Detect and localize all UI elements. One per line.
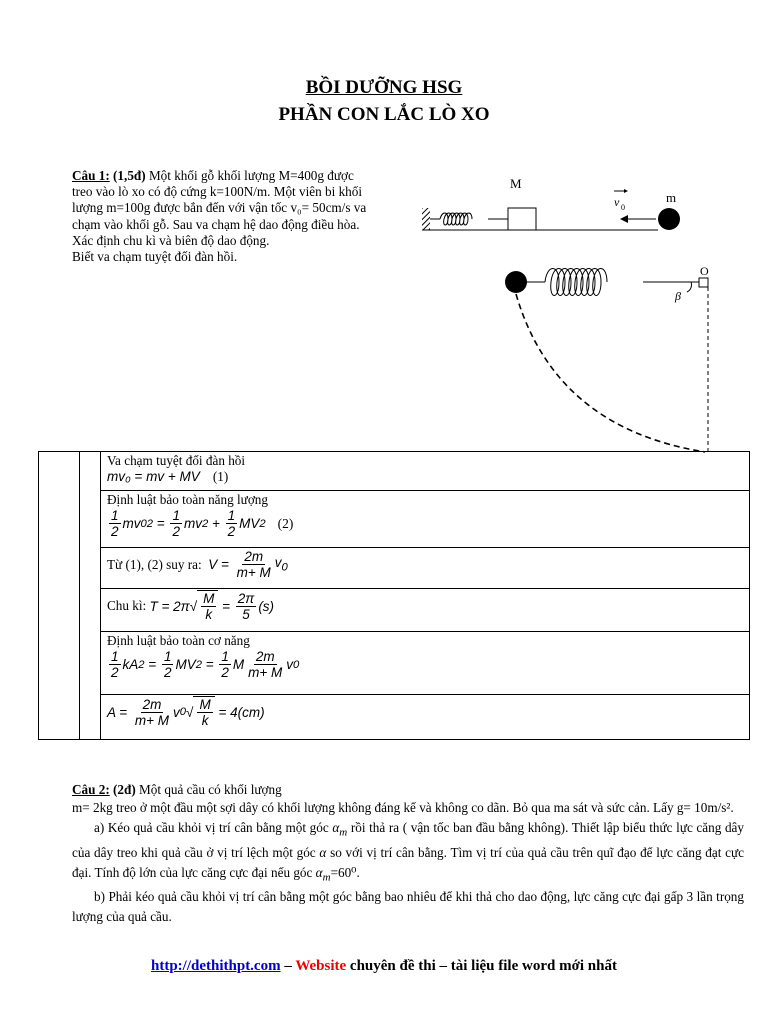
wall — [422, 208, 430, 230]
question-2-points: (2đ) — [113, 782, 136, 797]
table-row: Từ (1), (2) suy ra: V = $\frac{2m}{m+ M}$ $v_0$ — [39, 548, 750, 589]
trajectory-arc — [516, 294, 705, 452]
table-row: Chu kì: T = 2π √ $\frac{M}{k}$ = $\frac{2\pi}{5}$ (s) — [39, 589, 750, 632]
website-link[interactable]: http://dethithpt.com — [151, 958, 281, 974]
table-row: Định luật bảo toàn năng lượng $\frac{1}{2}$ mv 0 2 = $\frac{1}{2}$ mv 2 + $\frac{1}{2}$ MV 2 (2) — [39, 491, 750, 548]
label-beta: β — [675, 289, 681, 303]
table-row: A = $\frac{2m}{m+ M}$ v 0 √ $\frac{M}{k}$ = 4(cm) — [39, 695, 750, 740]
table-row: Va chạm tuyệt đối đàn hồi mv₀ = mv + MV (1) — [39, 452, 750, 491]
question-2-label: Câu 2: — [72, 782, 110, 797]
question-1: Câu 1: (1,5đ) Một khối gỗ khối lượng M=400g được treo vào lò xo có độ cứng k=100N/m. Một viên bi khối lượng m=100g được bắn đến với vận tốc v₀= 50cm/s va chạm vào khối gỗ. Sau va chạm hệ dao động điều hòa. Xác định chu kì và biên độ dao động. Biết va chạm tuyệt đối đàn hồi. — [72, 168, 367, 265]
question-1-points: (1,5đ) — [113, 168, 146, 183]
svg-text:0: 0 — [621, 203, 625, 212]
pendulum-spring — [545, 269, 607, 296]
solution-table — [38, 451, 750, 740]
pivot-O — [699, 278, 708, 287]
question-2: Câu 2: (2đ) Một quả cầu có khối lượng m= 2kg treo ở một đầu một sợi dây có khối lượng không đáng kể và không co dãn. Bỏ qua ma sát và sức cản. Lấy g= 10m/s². a) Kéo quả cầu khỏi vị trí cân bằng một góc $\alpha_m$ rồi thả ra ( vận tốc ban đầu bằng không). Thiết lập biểu thức lực căng dây của dây treo khi quả cầu ở vị trí lệch một góc α so với vị trí cân bằng. Tìm vị trí của quả cầu trên quĩ đạo để lực căng đạt cực đại. Tính độ lớn của lực căng cực đại nếu góc $\alpha_m=60^0$. b) Phải kéo quả cầu khỏi vị trí cân bằng một góc bằng bao nhiêu để khi thả cho dao động, lực căng cực đại gấp 3 lần trọng lượng của quả cầu. — [72, 782, 745, 925]
spring-block-figure — [418, 172, 698, 242]
label-v0: v — [614, 195, 620, 209]
block-M — [508, 208, 536, 230]
spring-coil — [440, 213, 472, 225]
label-M: M — [510, 176, 522, 191]
spring-pendulum-figure — [495, 258, 725, 458]
page-subtitle: PHẦN CON LẮC LÒ XO — [278, 104, 490, 125]
label-m: m — [666, 190, 677, 205]
label-O: O — [700, 264, 709, 278]
page-title: BỒI DƯỠNG HSG — [305, 77, 463, 98]
table-row: Định luật bảo toàn cơ năng $\frac{1}{2}$ kA 2 = $\frac{1}{2}$ MV 2 = $\frac{1}{2}$ M $\frac{2m}{m+ M}$ v 0 — [39, 632, 750, 695]
footer: http://dethithpt.com – Website chuyên đề thi – tài liệu file word mới nhất — [151, 958, 617, 974]
question-1-label: Câu 1: — [72, 168, 110, 183]
pendulum-ball — [505, 271, 527, 293]
ball-m — [658, 208, 680, 230]
